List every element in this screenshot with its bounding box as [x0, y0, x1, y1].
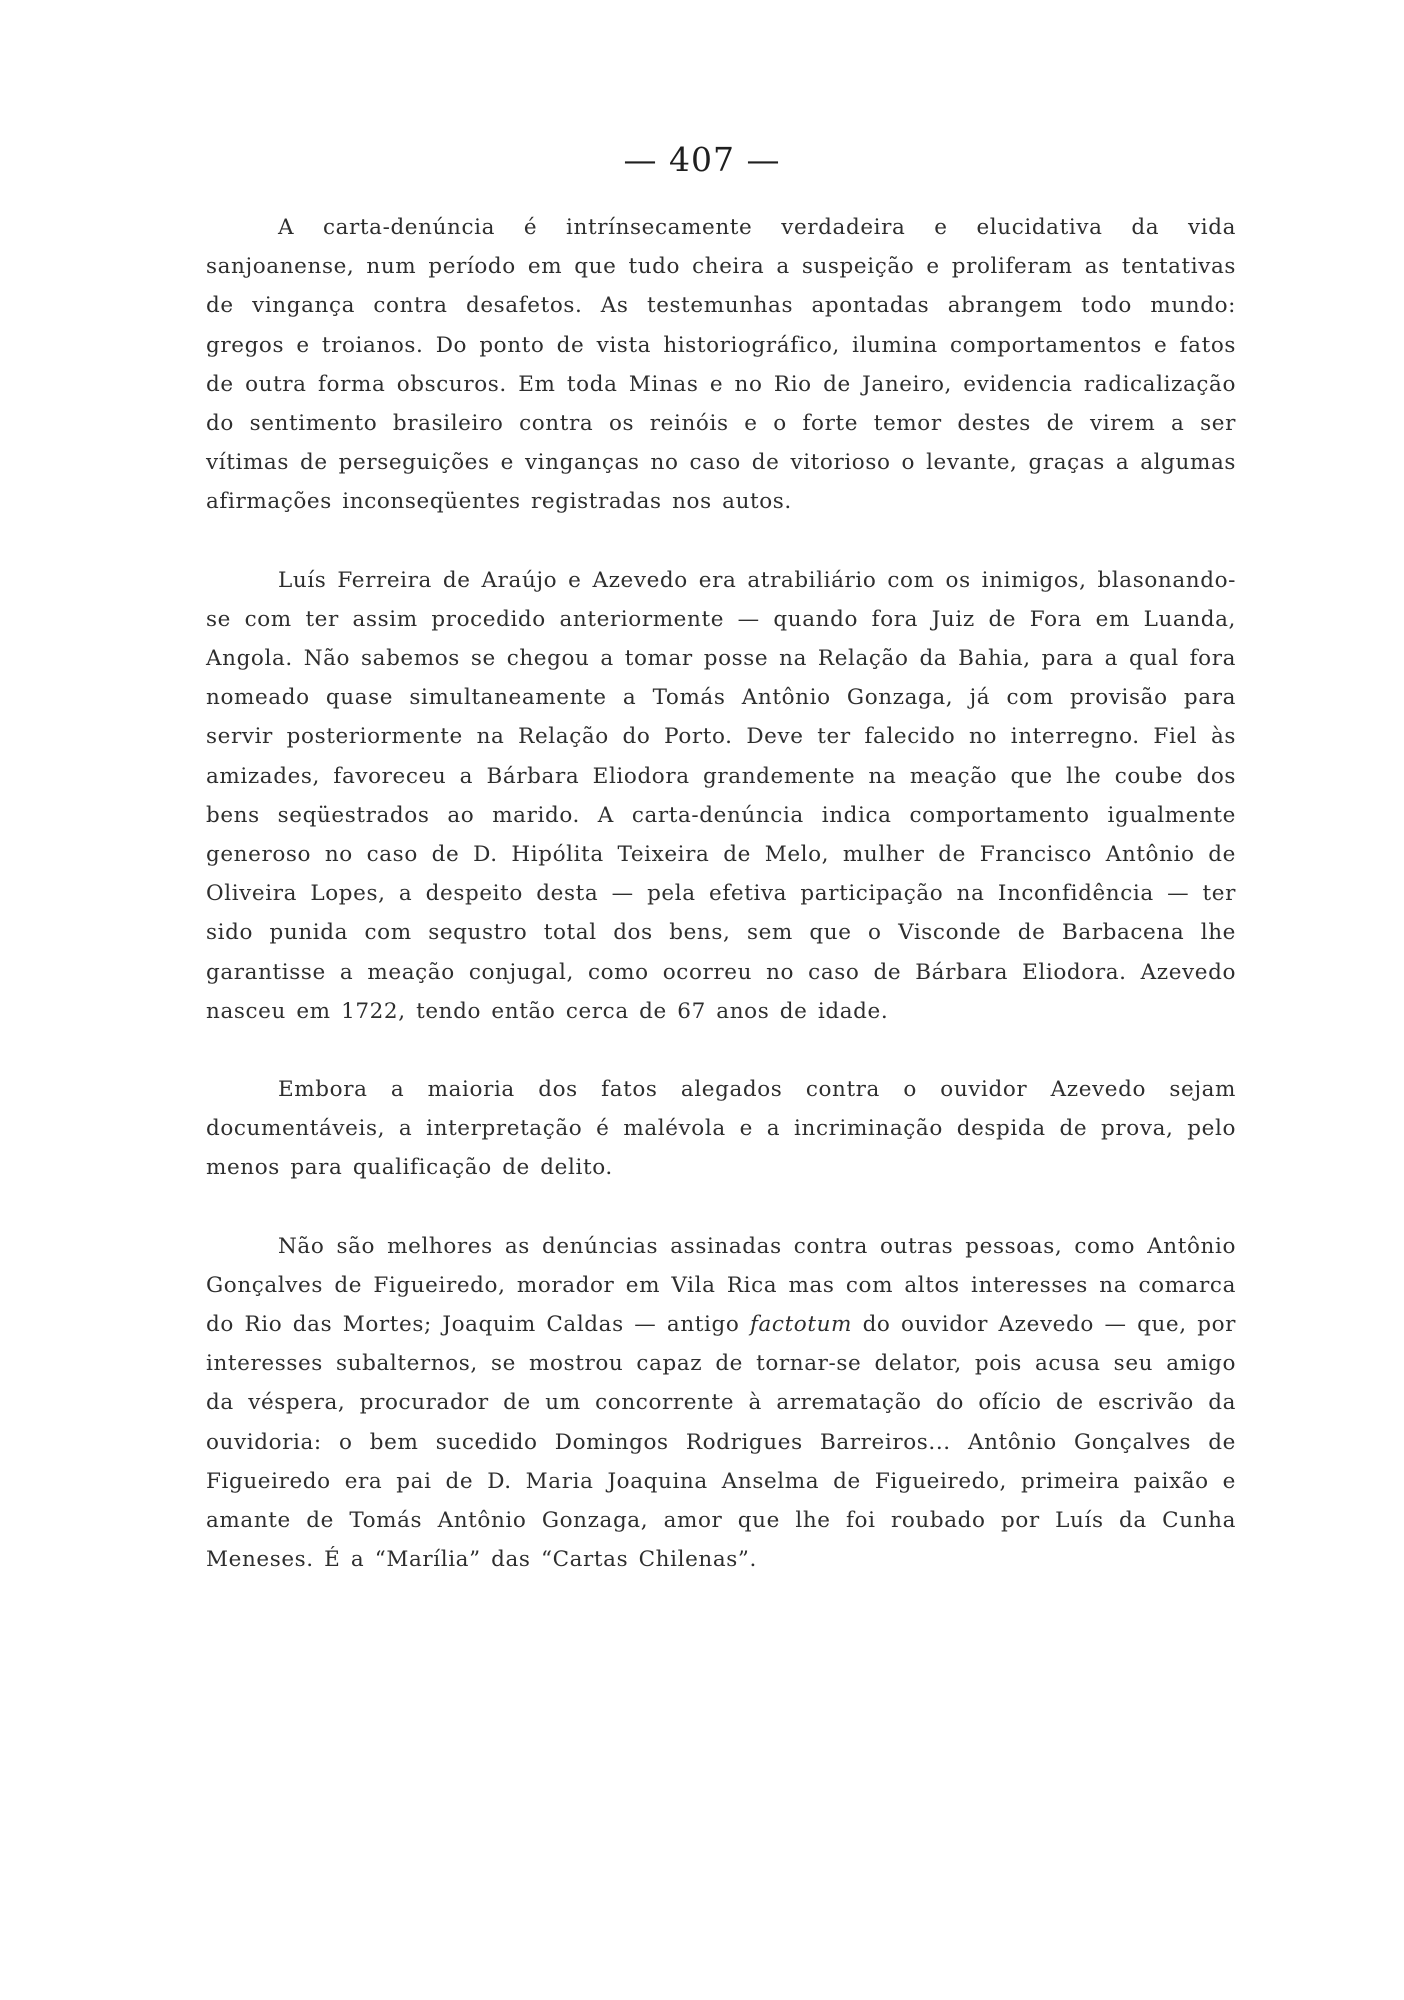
paragraph-carta-denuncia: A carta-denúncia é intrínsecamente verdadeira e elucidativa da vida sanjoanense, num período em que tudo cheira a suspeição e proliferam as tentativas de vingança contra desafetos. As testemunhas apontadas abrangem todo mundo: gregos e troianos. Do ponto de vista historiográfico, ilumina comportamentos e fatos de outra forma obscuros. Em toda Minas e no Rio de Janeiro, evidencia radicalização do sentimento brasileiro contra os reinóis e o forte temor destes de virem a ser vítimas de perseguições e vinganças no caso de vitorioso o levante, graças a algumas afirmações inconseqüentes registradas nos autos. [206, 215, 1236, 515]
paragraph-text-segment: do ouvidor Azevedo — que, por interesses subalternos, se mostrou capaz de tornar-se delator, pois acusa seu amigo da véspera, procurador de um concorrente à arrematação do ofício de escrivão da ouvidoria: o bem sucedido Domingos Rodrigues Barreiros... Antônio Gonçalves de Figueiredo era pai de D. Maria Joaquina Anselma de Figueiredo, primeira paixão e amante de Tomás Antônio Gonzaga, amor que lhe foi roubado por Luís da Cunha Meneses. É a “Marília” das “Cartas Chilenas”. [206, 1312, 1236, 1573]
italic-term-factotum: factotum [749, 1312, 853, 1338]
paragraph-luis-ferreira: Luís Ferreira de Araújo e Azevedo era atrabiliário com os inimigos, blasonando-se com ter assim procedido anteriormente — quando fora Juiz de Fora em Luanda, Angola. Não sabemos se chegou a tomar posse na Relação da Bahia, para a qual fora nomeado quase simultaneamente a Tomás Antônio Gonzaga, já com provisão para servir posteriormente na Relação do Porto. Deve ter falecido no interregno. Fiel às amizades, favoreceu a Bárbara Eliodora grandemente na meação que lhe coube dos bens seqüestrados ao marido. A carta-denúncia indica comportamento igualmente generoso no caso de D. Hipólita Teixeira de Melo, mulher de Francisco Antônio de Oliveira Lopes, a despeito desta — pela efetiva participação na Inconfidência — ter sido punida com sequstro total dos bens, sem que o Visconde de Barbacena lhe garantisse a meação conjugal, como ocorreu no caso de Bárbara Eliodora. Azevedo nasceu em 1722, tendo então cerca de 67 anos de idade. [206, 567, 1236, 1024]
body-text [206, 208, 1236, 1580]
page-number: — 407 — [623, 140, 781, 179]
paragraph-embora: Embora a maioria dos fatos alegados contra o ouvidor Azevedo sejam documentáveis, a interpretação é malévola e a incriminação despida de prova, pelo menos para qualificação de delito. [206, 1077, 1236, 1181]
paragraph-nao-sao-melhores [206, 1227, 1236, 1580]
paragraph-text-segment: Não são melhores as denúncias assinadas contra outras pessoas, como Antônio Gonçalves de Figueiredo, morador em Vila Rica mas com altos interesses na comarca do Rio das Mortes; Joaquim Caldas — antigo [206, 1233, 1236, 1338]
